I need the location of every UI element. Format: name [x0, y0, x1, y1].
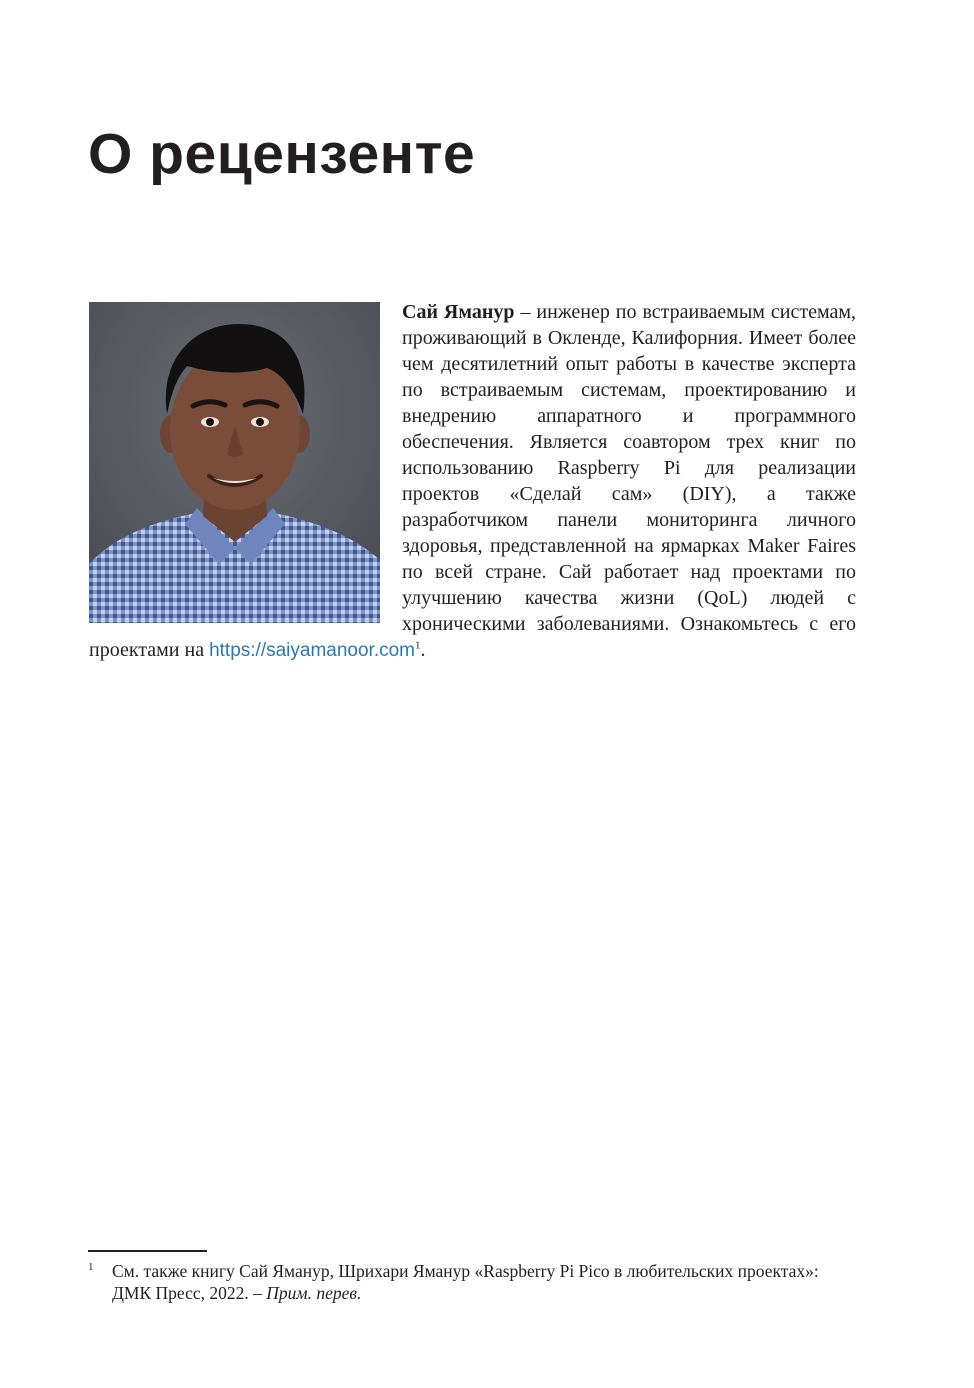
translator-note: Прим. перев. [266, 1283, 362, 1303]
footnote-text-block [112, 1260, 856, 1304]
website-link[interactable]: https://saiyamanoor.com [209, 640, 416, 661]
footnote-number: 1 [88, 1261, 94, 1273]
footnote [88, 1260, 856, 1304]
bio-ending: . [420, 639, 426, 661]
footnote-reference[interactable]: 1 [415, 639, 421, 652]
reviewer-name: Сай Яманур [402, 301, 515, 323]
bio-text: – инженер по встраиваемым системам, проживающий в Окленде, Калифорния. Имеет более чем десятилетний опыт работы в качестве эксперта по встраиваемым системам, проектированию и внедрению аппаратного и программного обеспечения. Является соавтором трех книг по использованию Raspberry Pi для реализации проектов «Сделай сам» (DIY), а также разработчиком панели мониторинга личного здоровья, представленной на ярмарках Maker Faires по всей стране. Сай работает над проектами по улучшению качества жизни (QoL) людей с хроническими заболеваниями. Ознакомьтесь с его проектами на [89, 301, 857, 661]
reviewer-photo [89, 302, 380, 623]
footnote-divider [88, 1250, 207, 1252]
page-title: О рецензенте [88, 122, 476, 186]
reviewer-bio [89, 299, 856, 664]
footnote-text: См. также книгу Сай Яманур, Шрихари Яманур «Raspberry Pi Pico в любительских проектах»: ДМК Пресс, 2022. – [112, 1261, 819, 1303]
